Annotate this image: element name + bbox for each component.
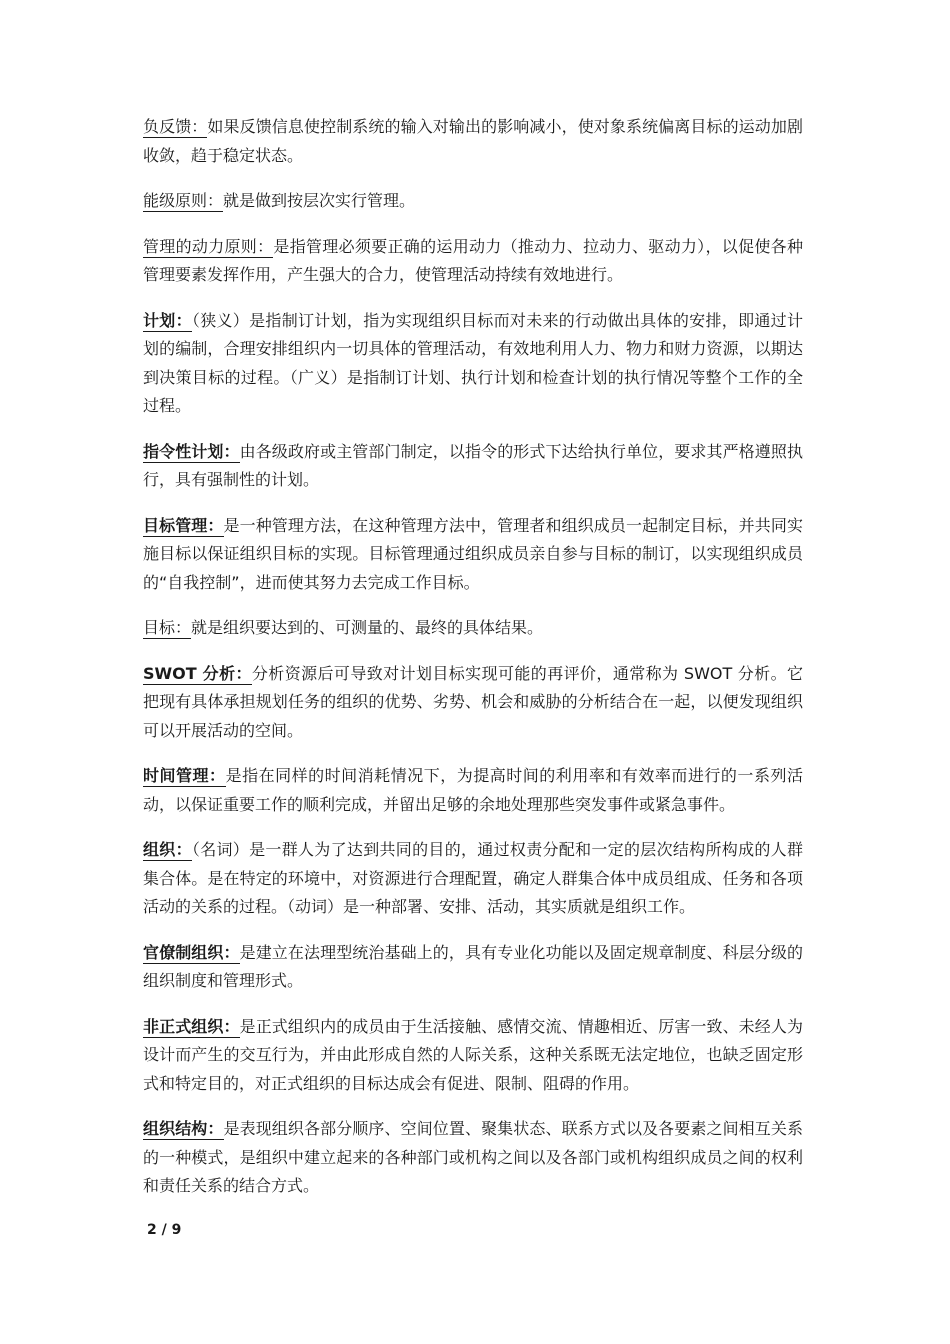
- definition-body: （狭义）是指制订计划，指为实现组织目标而对未来的行动做出具体的安排，即通过计划的编制，合理安排组织内一切具体的管理活动，有效地利用人力、物力和财力资源，以期达到决策目标的过程。（广义）是指制订计划、执行计划和检查计划的执行情况等整个工作的全过程。: [143, 310, 803, 415]
- definition-entry: [143, 233, 803, 290]
- definition-term: 目标：: [143, 618, 192, 637]
- definition-body: 是正式组织内的成员由于生活接触、感情交流、情趣相近、厉害一致、未经人为设计而产生的交互行为，并由此形成自然的人际关系，这种关系既无法定地位，也缺乏固定形式和特定目的，对正式组织的目标达成会有促进、限制、阻碍的作用。: [143, 1016, 803, 1093]
- definition-body: 是表现组织各部分顺序、空间位置、聚集状态、联系方式以及各要素之间相互关系的一种模式，是组织中建立起来的各种部门或机构之间以及各部门或机构组织成员之间的权利和责任关系的结合方式。: [143, 1119, 803, 1195]
- definition-entry: [143, 939, 803, 996]
- document-page: [143, 113, 803, 1218]
- definition-entry: [143, 836, 803, 922]
- definition-entry: [143, 438, 803, 495]
- definition-term: 负反馈：: [143, 117, 208, 136]
- definition-entry: [143, 113, 803, 170]
- definition-body: 就是组织要达到的、可测量的、最终的具体结果。: [191, 618, 544, 637]
- definition-term: 目标管理：: [143, 515, 224, 535]
- definition-entry: [143, 660, 803, 746]
- definition-entry: [143, 762, 803, 819]
- definition-body: 由各级政府或主管部门制定，以指令的形式下达给执行单位，要求其严格遵照执行，具有强制性的计划。: [143, 441, 803, 489]
- definition-entry: [143, 614, 803, 643]
- definition-body: 是指在同样的时间消耗情况下，为提高时间的利用率和有效率而进行的一系列活动，以保证重要工作的顺利完成，并留出足够的余地处理那些突发事件或紧急事件。: [143, 766, 803, 814]
- definition-term: 时间管理：: [143, 766, 226, 785]
- definition-entry: [143, 512, 803, 598]
- definition-term: 官僚制组织：: [143, 942, 240, 962]
- definition-entry: [143, 1115, 803, 1201]
- definition-entry: [143, 1013, 803, 1099]
- definition-term: 组织：: [143, 840, 192, 859]
- definition-entry: [143, 187, 803, 216]
- definition-body: 是建立在法理型统治基础上的，具有专业化功能以及固定规章制度、科层分级的组织制度和管理形式。: [143, 942, 803, 990]
- definition-term: 组织结构：: [143, 1119, 224, 1138]
- definition-term: 指令性计划：: [143, 441, 240, 461]
- definition-term: 非正式组织：: [143, 1016, 240, 1036]
- definition-body: 就是做到按层次实行管理。: [223, 191, 416, 210]
- definition-body: 如果反馈信息使控制系统的输入对输出的影响减小，使对象系统偏离目标的运动加剧收敛，趋于稳定状态。: [143, 117, 803, 165]
- definition-entry: [143, 307, 803, 421]
- definition-term: 计划：: [143, 310, 192, 330]
- definition-body: 是一种管理方法，在这种管理方法中，管理者和组织成员一起制定目标，并共同实施目标以保证组织目标的实现。目标管理通过组织成员亲自参与目标的制订，以实现组织成员的“自我控制”，进而使其努力去完成工作目标。: [143, 515, 803, 592]
- definition-term: 管理的动力原则：: [143, 236, 274, 256]
- definition-term: SWOT 分析：: [143, 663, 252, 683]
- definition-body: 分析资源后可导致对计划目标实现可能的再评价，通常称为 SWOT 分析。它把现有具体承担规划任务的组织的优势、劣势、机会和威胁的分析结合在一起，以便发现组织可以开展活动的空间。: [143, 663, 803, 740]
- definition-body: （名词）是一群人为了达到共同的目的，通过权责分配和一定的层次结构所构成的人群集合体。是在特定的环境中，对资源进行合理配置，确定人群集合体中成员组成、任务和各项活动的关系的过程。（动词）是一种部署、安排、活动，其实质就是组织工作。: [143, 840, 803, 916]
- definition-term: 能级原则：: [143, 191, 224, 210]
- definition-body: 是指管理必须要正确的运用动力（推动力、拉动力、驱动力），以促使各种管理要素发挥作用，产生强大的合力，使管理活动持续有效地进行。: [143, 236, 803, 284]
- page-number: 2 / 9: [147, 1222, 182, 1238]
